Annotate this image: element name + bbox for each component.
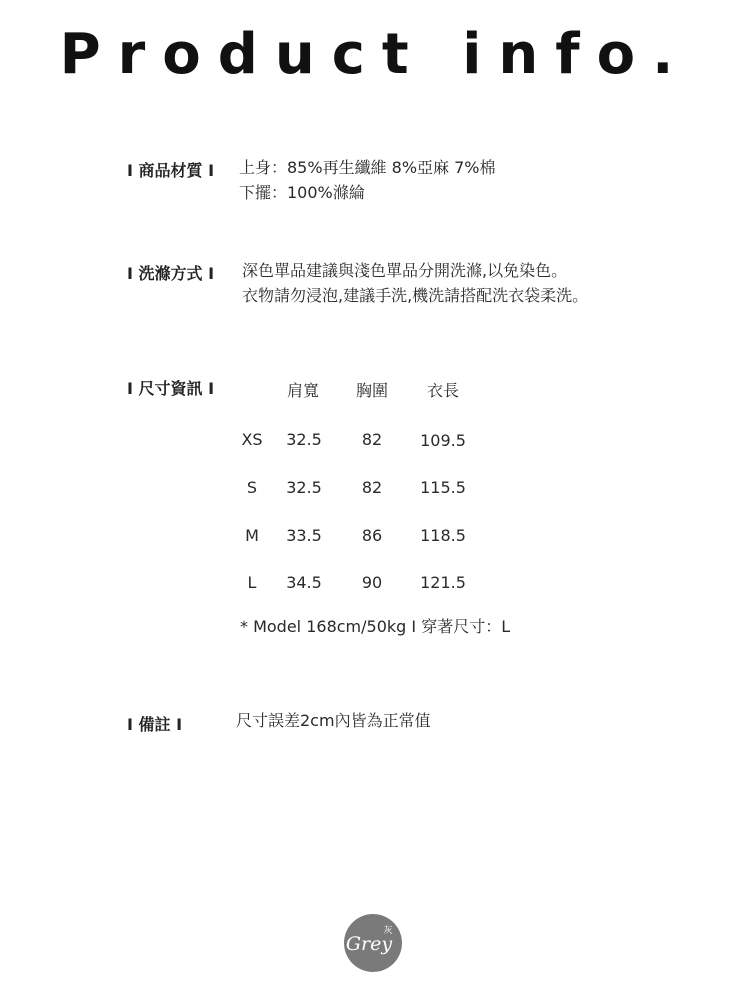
header-length: 衣長 xyxy=(426,381,459,400)
length-cell: 121.5 xyxy=(420,573,466,592)
washing-label: I 洗滌方式 I xyxy=(127,264,215,283)
shoulder-cell: 32.5 xyxy=(286,478,322,497)
remarks-text: 尺寸誤差2cm內皆為正常值 xyxy=(236,711,431,730)
header-shoulder: 肩寬 xyxy=(286,381,319,400)
length-cell: 109.5 xyxy=(420,431,466,450)
chest-cell: 90 xyxy=(361,573,383,592)
length-cell: 118.5 xyxy=(420,526,466,545)
washing-line: 衣物請勿浸泡,建議手洗,機洗請搭配洗衣袋柔洗。 xyxy=(242,286,589,305)
washing-line: 深色單品建議與淺色單品分開洗滌,以免染色。 xyxy=(242,261,568,280)
logo-mark: 灰 xyxy=(383,926,393,936)
size-cell: XS xyxy=(241,430,263,449)
shoulder-cell: 33.5 xyxy=(286,526,322,545)
chest-cell: 82 xyxy=(361,478,383,497)
chest-cell: 86 xyxy=(361,526,383,545)
remarks-label: I 備註 I xyxy=(127,715,183,734)
material-line: 下擺：100%滌綸 xyxy=(239,183,365,202)
shoulder-cell: 34.5 xyxy=(286,573,322,592)
logo-text: Grey xyxy=(345,933,393,955)
material-text xyxy=(239,155,496,205)
chest-cell: 82 xyxy=(361,430,383,449)
size-label: I 尺寸資訊 I xyxy=(127,379,215,398)
size-cell: L xyxy=(247,573,257,592)
length-cell: 115.5 xyxy=(420,478,466,497)
page-title: Product info. xyxy=(59,22,691,87)
header-chest: 胸圍 xyxy=(355,381,388,400)
size-cell: S xyxy=(246,478,258,497)
shoulder-cell: 32.5 xyxy=(286,430,322,449)
material-line: 上身：85%再生纖維 8%亞麻 7%棉 xyxy=(239,158,496,177)
washing-text xyxy=(242,258,588,308)
material-label: I 商品材質 I xyxy=(127,161,215,180)
brand-logo xyxy=(343,913,403,973)
model-note: * Model 168cm/50kg I 穿著尺寸：L xyxy=(240,617,511,636)
size-cell: M xyxy=(245,526,259,545)
